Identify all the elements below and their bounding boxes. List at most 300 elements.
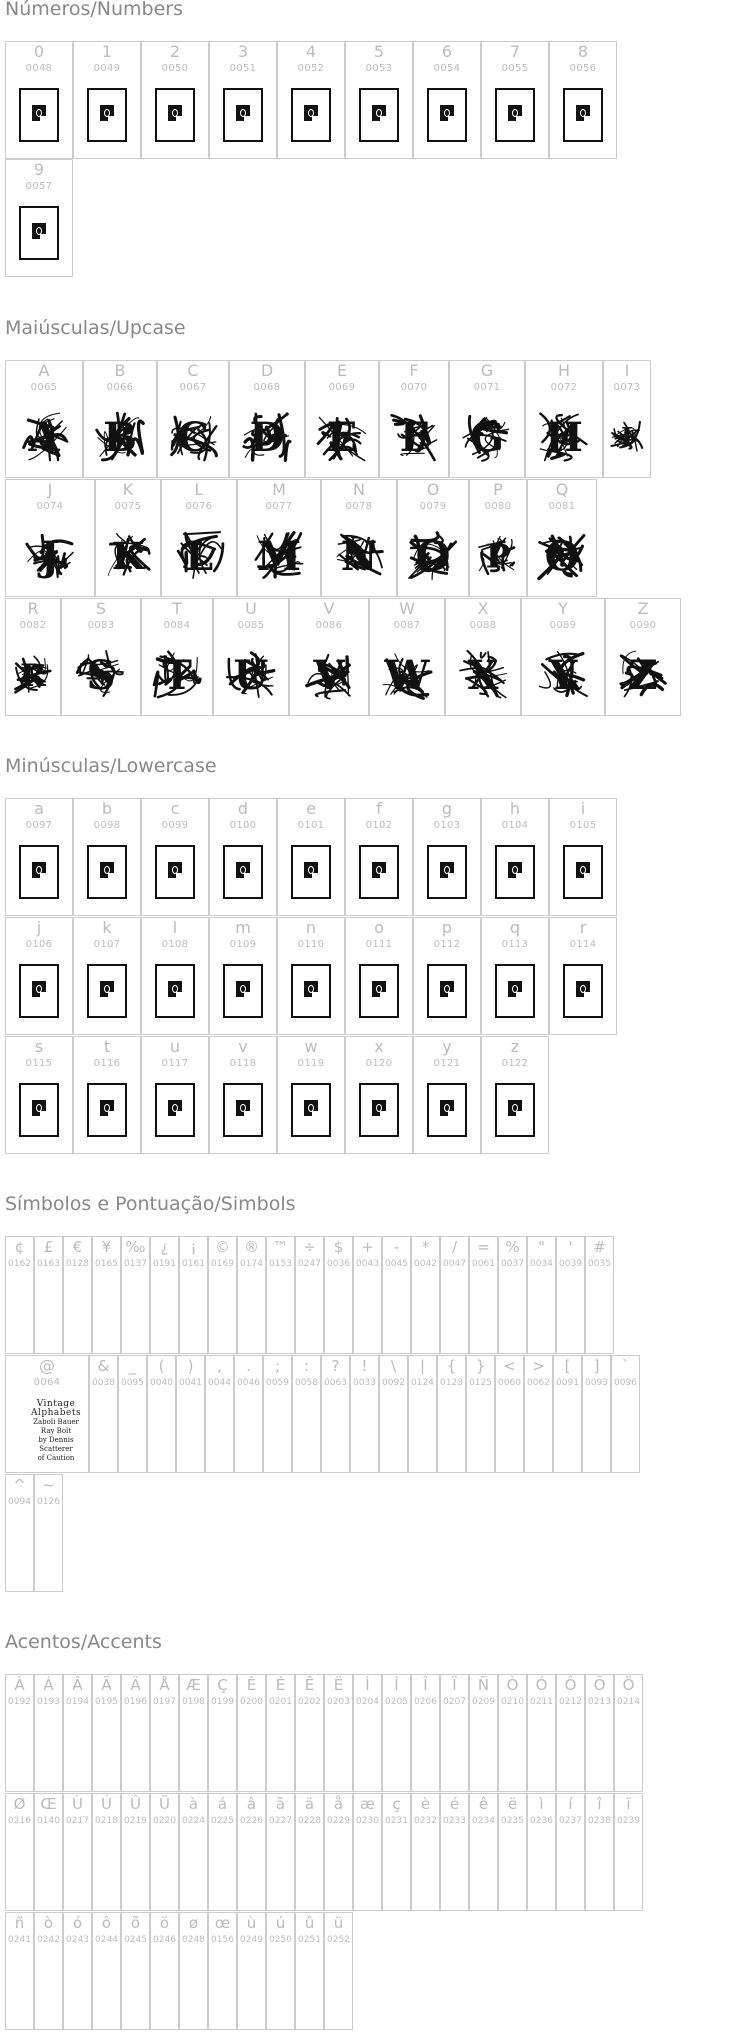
cell-code: 0216 [8,1816,31,1826]
glyph-cell-0233[interactable] [440,1793,469,1911]
glyph-cell-0228[interactable] [295,1793,324,1911]
glyph-cell-0204[interactable] [353,1674,382,1792]
glyph-cell-0098[interactable] [73,798,141,916]
glyph-cell-0235[interactable] [498,1793,527,1911]
glyph-cell-0219[interactable] [121,1793,150,1911]
glyph-cell-0081[interactable] [527,479,597,597]
glyph-cell-0227[interactable] [266,1793,295,1911]
glyph-cell-0124[interactable] [408,1355,437,1473]
glyph-cell-0242[interactable] [34,1912,63,2030]
cell-code: 0242 [37,1935,60,1945]
cell-code: 0034 [530,1259,553,1269]
glyph-cell-0162[interactable] [5,1236,34,1354]
glyph-cell-0103[interactable] [413,798,481,916]
svg-text:E: E [326,414,358,461]
glyph-cell-0095[interactable] [118,1355,147,1473]
cell-character: 6 [441,42,453,61]
cell-code: 0105 [569,820,597,831]
glyph-cell-0093[interactable] [582,1355,611,1473]
glyph-cell-0220[interactable] [150,1793,179,1911]
glyph-cell-0174[interactable] [237,1236,266,1354]
glyph-cell-0245[interactable] [121,1912,150,2030]
cell-code: 0079 [419,501,447,512]
glyph-cell-0102[interactable] [345,798,413,916]
glyph-cell-0092[interactable] [379,1355,408,1473]
cell-code: 0191 [153,1259,176,1269]
glyph-cell-0065[interactable] [5,360,83,478]
cell-code: 0050 [161,63,189,74]
cell-code: 0195 [95,1697,118,1707]
glyph-cell-0209[interactable] [469,1674,498,1792]
glyph-cell-0200[interactable] [237,1674,266,1792]
cell-code: 0036 [327,1259,350,1269]
ornamental-capital-k-icon [98,524,158,588]
glyph-cell-0035[interactable] [585,1236,614,1354]
glyph-cell-0116[interactable] [73,1036,141,1154]
glyph-cell-0153[interactable] [266,1236,295,1354]
glyph-cell-0226[interactable] [237,1793,266,1911]
glyph-cell-0066[interactable] [83,360,157,478]
glyph-cell-0106[interactable] [5,917,73,1035]
cell-code: 0062 [527,1378,550,1388]
glyph-cell-0044[interactable] [205,1355,234,1473]
glyph-cell-0252[interactable] [324,1912,353,2030]
cell-character: Ë [333,1676,344,1694]
glyph-cell-0078[interactable] [321,479,397,597]
cell-code: 0236 [530,1816,553,1826]
glyph-cell-0241[interactable] [5,1912,34,2030]
glyph-cell-0038[interactable] [89,1355,118,1473]
ornamental-capital-z-icon [611,643,675,707]
glyph-cell-0216[interactable] [5,1793,34,1911]
cell-code: 0046 [237,1378,260,1388]
glyph-cell-0096[interactable] [611,1355,640,1473]
glyph-cell-0201[interactable] [266,1674,295,1792]
glyph-cell-0091[interactable] [553,1355,582,1473]
cell-code: 0118 [229,1058,257,1069]
glyph-cell-0118[interactable] [209,1036,277,1154]
cell-code: 0198 [182,1697,205,1707]
glyph-notch [312,992,320,1000]
cell-code: 0231 [385,1816,408,1826]
glyph-cell-0075[interactable] [95,479,161,597]
glyph-cell-0239[interactable] [614,1793,643,1911]
glyph-cell-0069[interactable] [305,360,379,478]
glyph-cell-0231[interactable] [382,1793,411,1911]
glyph-cell-0041[interactable] [176,1355,205,1473]
glyph-cell-0109[interactable] [209,917,277,1035]
ornamental-capital-y-icon [531,643,595,707]
cell-character: Ó [535,1676,548,1694]
cell-code: 0162 [8,1259,31,1269]
glyph-cell-0039[interactable] [556,1236,585,1354]
glyph-cell-0058[interactable] [292,1355,321,1473]
glyph-cell-0043[interactable] [353,1236,382,1354]
glyph-cell-0094[interactable] [5,1474,34,1592]
cell-character: ã [275,1795,286,1813]
glyph-cell-0048[interactable] [5,41,73,159]
glyph-cell-0054[interactable] [413,41,481,159]
glyph-cell-0114[interactable] [549,917,617,1035]
cell-character: , [217,1357,222,1375]
cell-code: 0064 [33,1377,61,1388]
section-title-upcase: Maiúsculas/Upcase [5,317,186,339]
framed-glyph-icon [19,206,59,260]
glyph-cell-0074[interactable] [5,479,95,597]
glyph-cell-0140[interactable] [34,1793,63,1911]
glyph-cell-0237[interactable] [556,1793,585,1911]
glyph-cell-0212[interactable] [556,1674,585,1792]
framed-glyph-icon [563,964,603,1018]
cell-code: 0224 [182,1816,205,1826]
cell-character: ; [274,1357,281,1375]
glyph-cell-0053[interactable] [345,41,413,159]
svg-text:B: B [103,414,137,461]
glyph-cell-0218[interactable] [92,1793,121,1911]
glyph-cell-0243[interactable] [63,1912,92,2030]
glyph-cell-0229[interactable] [324,1793,353,1911]
glyph-cell-0211[interactable] [527,1674,556,1792]
glyph-cell-0165[interactable] [92,1236,121,1354]
glyph-cell-0072[interactable] [525,360,603,478]
glyph-cell-0250[interactable] [266,1912,295,2030]
glyph-cell-0088[interactable] [445,598,521,716]
glyph-cell-0087[interactable] [369,598,445,716]
glyph-cell-0079[interactable] [397,479,469,597]
glyph-cell-0112[interactable] [413,917,481,1035]
glyph-cell-0126[interactable] [34,1474,63,1592]
cell-character: Ü [159,1795,170,1813]
cell-character: * [421,1238,430,1256]
glyph-cell-0056[interactable] [549,41,617,159]
glyph-cell-0047[interactable] [440,1236,469,1354]
cell-character: Ã [101,1676,112,1694]
cell-code: 0115 [25,1058,53,1069]
glyph-cell-0192[interactable] [5,1674,34,1792]
framed-glyph-icon [359,845,399,899]
glyph-cell-0089[interactable] [521,598,605,716]
glyph-cell-0156[interactable] [208,1912,237,2030]
cell-code: 0204 [356,1697,379,1707]
svg-text:O: O [415,533,451,580]
glyph-cell-0064[interactable] [5,1355,89,1473]
glyph-notch [244,992,252,1000]
cell-character: À [14,1676,25,1694]
glyph-cell-0055[interactable] [481,41,549,159]
glyph-cell-0052[interactable] [277,41,345,159]
framed-glyph-icon [19,845,59,899]
glyph-cell-0232[interactable] [411,1793,440,1911]
cell-code: 0194 [66,1697,89,1707]
cell-code: 0093 [585,1378,608,1388]
glyph-cell-0195[interactable] [92,1674,121,1792]
framed-glyph-icon [223,845,263,899]
cell-character: Ô [564,1676,577,1694]
glyph-cell-0086[interactable] [289,598,369,716]
glyph-cell-0113[interactable] [481,917,549,1035]
cell-code: 0238 [588,1816,611,1826]
framed-glyph-icon [155,964,195,1018]
glyph-cell-0244[interactable] [92,1912,121,2030]
cell-character: Ê [304,1676,315,1694]
cell-code: 0123 [440,1378,463,1388]
glyph-cell-0042[interactable] [411,1236,440,1354]
glyph-cell-0107[interactable] [73,917,141,1035]
glyph-cell-0051[interactable] [209,41,277,159]
cell-character: ! [361,1357,368,1375]
glyph-cell-0247[interactable] [295,1236,324,1354]
glyph-cell-0137[interactable] [121,1236,150,1354]
glyph-cell-0206[interactable] [411,1674,440,1792]
cell-code: 0119 [297,1058,325,1069]
cell-character: Ò [506,1676,519,1694]
cell-code: 0085 [237,620,265,631]
glyph-cell-0230[interactable] [353,1793,382,1911]
cell-character: 4 [305,42,317,61]
glyph-cell-0071[interactable] [449,360,525,478]
cell-character: x [374,1037,384,1056]
glyph-cell-0105[interactable] [549,798,617,916]
glyph-cell-0084[interactable] [141,598,213,716]
cell-character: @ [39,1356,55,1375]
glyph-cell-0246[interactable] [150,1912,179,2030]
cell-code: 0049 [93,63,121,74]
cell-character: k [102,918,112,937]
cell-character: & [97,1357,110,1375]
glyph-cell-0125[interactable] [466,1355,495,1473]
glyph-cell-0085[interactable] [213,598,289,716]
glyph-cell-0121[interactable] [413,1036,481,1154]
glyph-cell-0238[interactable] [585,1793,614,1911]
svg-text:P: P [485,536,511,576]
cell-character: # [593,1238,606,1256]
glyph-cell-0194[interactable] [63,1674,92,1792]
cell-code: 0205 [385,1697,408,1707]
glyph-cell-0111[interactable] [345,917,413,1035]
cell-character: < [503,1357,516,1375]
cell-code: 0095 [121,1378,144,1388]
cell-code: 0232 [414,1816,437,1826]
ornamental-capital-b-icon [88,405,152,469]
cell-character: î [597,1795,602,1813]
cell-code: 0213 [588,1697,611,1707]
glyph-cell-0062[interactable] [524,1355,553,1473]
cell-code: 0042 [414,1259,437,1269]
glyph-cell-0120[interactable] [345,1036,413,1154]
glyph-cell-0205[interactable] [382,1674,411,1792]
section-title-numbers: Números/Numbers [5,0,183,20]
glyph-cell-0080[interactable] [469,479,527,597]
framed-glyph-icon [155,1083,195,1137]
glyph-cell-0251[interactable] [295,1912,324,2030]
cell-character: € [72,1238,83,1256]
glyph-cell-0123[interactable] [437,1355,466,1473]
glyph-cell-0169[interactable] [208,1236,237,1354]
glyph-notch [40,234,48,242]
glyph-cell-0046[interactable] [234,1355,263,1473]
glyph-cell-0082[interactable] [5,598,61,716]
glyph-cell-0049[interactable] [73,41,141,159]
glyph-cell-0050[interactable] [141,41,209,159]
glyph-cell-0202[interactable] [295,1674,324,1792]
glyph-notch [448,116,456,124]
glyph-cell-0199[interactable] [208,1674,237,1792]
glyph-cell-0196[interactable] [121,1674,150,1792]
cell-character: ? [331,1357,340,1375]
cell-character: ù [246,1914,257,1932]
cell-character: ñ [14,1914,25,1932]
glyph-cell-0225[interactable] [208,1793,237,1911]
cell-character: ‰ [125,1238,146,1256]
cell-code: 0220 [153,1816,176,1826]
glyph-cell-0059[interactable] [263,1355,292,1473]
framed-glyph-icon [155,845,195,899]
cell-character: è [420,1795,431,1813]
cell-character: : [303,1357,310,1375]
cell-code: 0063 [324,1378,347,1388]
cell-character: D [260,361,274,380]
glyph-cell-0099[interactable] [141,798,209,916]
cell-character: v [238,1037,248,1056]
glyph-cell-0108[interactable] [141,917,209,1035]
glyph-cell-0073[interactable] [603,360,651,478]
glyph-cell-0117[interactable] [141,1036,209,1154]
framed-glyph-icon [495,964,535,1018]
cell-character: y [442,1037,452,1056]
glyph-cell-0101[interactable] [277,798,345,916]
glyph-cell-0191[interactable] [150,1236,179,1354]
cell-code: 0234 [472,1816,495,1826]
glyph-cell-0198[interactable] [179,1674,208,1792]
cell-character: G [480,361,494,380]
ornamental-capital-g-icon [455,405,519,469]
glyph-cell-0203[interactable] [324,1674,353,1792]
cell-code: 0124 [411,1378,434,1388]
cell-character: } [475,1357,486,1375]
cell-code: 0226 [240,1816,263,1826]
glyph-cell-0033[interactable] [350,1355,379,1473]
cell-character: à [188,1795,199,1813]
glyph-cell-0110[interactable] [277,917,345,1035]
cell-code: 0218 [95,1816,118,1826]
glyph-cell-0248[interactable] [179,1912,208,2030]
glyph-cell-0060[interactable] [495,1355,524,1473]
glyph-cell-0115[interactable] [5,1036,73,1154]
glyph-cell-0076[interactable] [161,479,237,597]
cell-code: 0076 [185,501,213,512]
cell-character: £ [43,1238,54,1256]
glyph-cell-0104[interactable] [481,798,549,916]
glyph-cell-0070[interactable] [379,360,449,478]
cell-code: 0045 [385,1259,408,1269]
glyph-cell-0224[interactable] [179,1793,208,1911]
glyph-cell-0161[interactable] [179,1236,208,1354]
cell-character: i [580,799,586,818]
svg-text:J: J [40,533,60,580]
cell-character: ø [188,1914,199,1932]
svg-text:L: L [184,533,214,580]
glyph-cell-0097[interactable] [5,798,73,916]
glyph-cell-0119[interactable] [277,1036,345,1154]
cell-code: 0219 [124,1816,147,1826]
framed-glyph-icon [87,964,127,1018]
framed-glyph-icon [495,1083,535,1137]
framed-glyph-icon [155,88,195,142]
glyph-cell-0213[interactable] [585,1674,614,1792]
cell-character: J [47,480,53,499]
cell-character: œ [214,1914,231,1932]
framed-glyph-icon [427,1083,467,1137]
cell-code: 0092 [382,1378,405,1388]
cell-code: 0113 [501,939,529,950]
glyph-cell-0234[interactable] [469,1793,498,1911]
glyph-cell-0061[interactable] [469,1236,498,1354]
svg-text:S: S [86,652,116,699]
glyph-cell-0163[interactable] [34,1236,63,1354]
glyph-cell-0249[interactable] [237,1912,266,2030]
glyph-cell-0100[interactable] [209,798,277,916]
glyph-cell-0037[interactable] [498,1236,527,1354]
ornamental-capital-p-icon [472,524,524,588]
glyph-cell-0077[interactable] [237,479,321,597]
glyph-cell-0067[interactable] [157,360,229,478]
glyph-cell-0210[interactable] [498,1674,527,1792]
cell-code: 0073 [613,382,641,393]
glyph-cell-0207[interactable] [440,1674,469,1792]
glyph-cell-0217[interactable] [63,1793,92,1911]
glyph-cell-0057[interactable] [5,159,73,277]
glyph-cell-0036[interactable] [324,1236,353,1354]
cell-character: û [304,1914,315,1932]
glyph-cell-0045[interactable] [382,1236,411,1354]
glyph-cell-0214[interactable] [614,1674,643,1792]
cell-character: ÷ [303,1238,316,1256]
glyph-cell-0193[interactable] [34,1674,63,1792]
cell-code: 0048 [25,63,53,74]
glyph-cell-0040[interactable] [147,1355,176,1473]
ornamental-capital-w-icon [375,643,439,707]
cell-code: 0060 [498,1378,521,1388]
glyph-cell-0063[interactable] [321,1355,350,1473]
cell-character: 9 [33,160,45,179]
cell-code: 0251 [298,1935,321,1945]
cell-code: 0069 [328,382,356,393]
glyph-cell-0090[interactable] [605,598,681,716]
glyph-cell-0068[interactable] [229,360,305,478]
cell-character: o [374,918,384,937]
glyph-cell-0034[interactable] [527,1236,556,1354]
glyph-cell-0083[interactable] [61,598,141,716]
cell-character: Í [394,1676,399,1694]
cell-character: $ [333,1238,344,1256]
cell-code: 0098 [93,820,121,831]
cell-character: ç [392,1795,401,1813]
glyph-cell-0122[interactable] [481,1036,549,1154]
cell-character: f [376,799,382,818]
ornamental-capital-j-icon [18,524,82,588]
cell-character: a [34,799,44,818]
cell-character: Î [423,1676,428,1694]
cell-code: 0202 [298,1697,321,1707]
cell-character: l [172,918,178,937]
glyph-cell-0197[interactable] [150,1674,179,1792]
cell-code: 0247 [298,1259,321,1269]
glyph-cell-0236[interactable] [527,1793,556,1911]
cell-character: É [275,1676,286,1694]
glyph-cell-0128[interactable] [63,1236,92,1354]
cell-character: ë [507,1795,518,1813]
framed-glyph-icon [563,845,603,899]
